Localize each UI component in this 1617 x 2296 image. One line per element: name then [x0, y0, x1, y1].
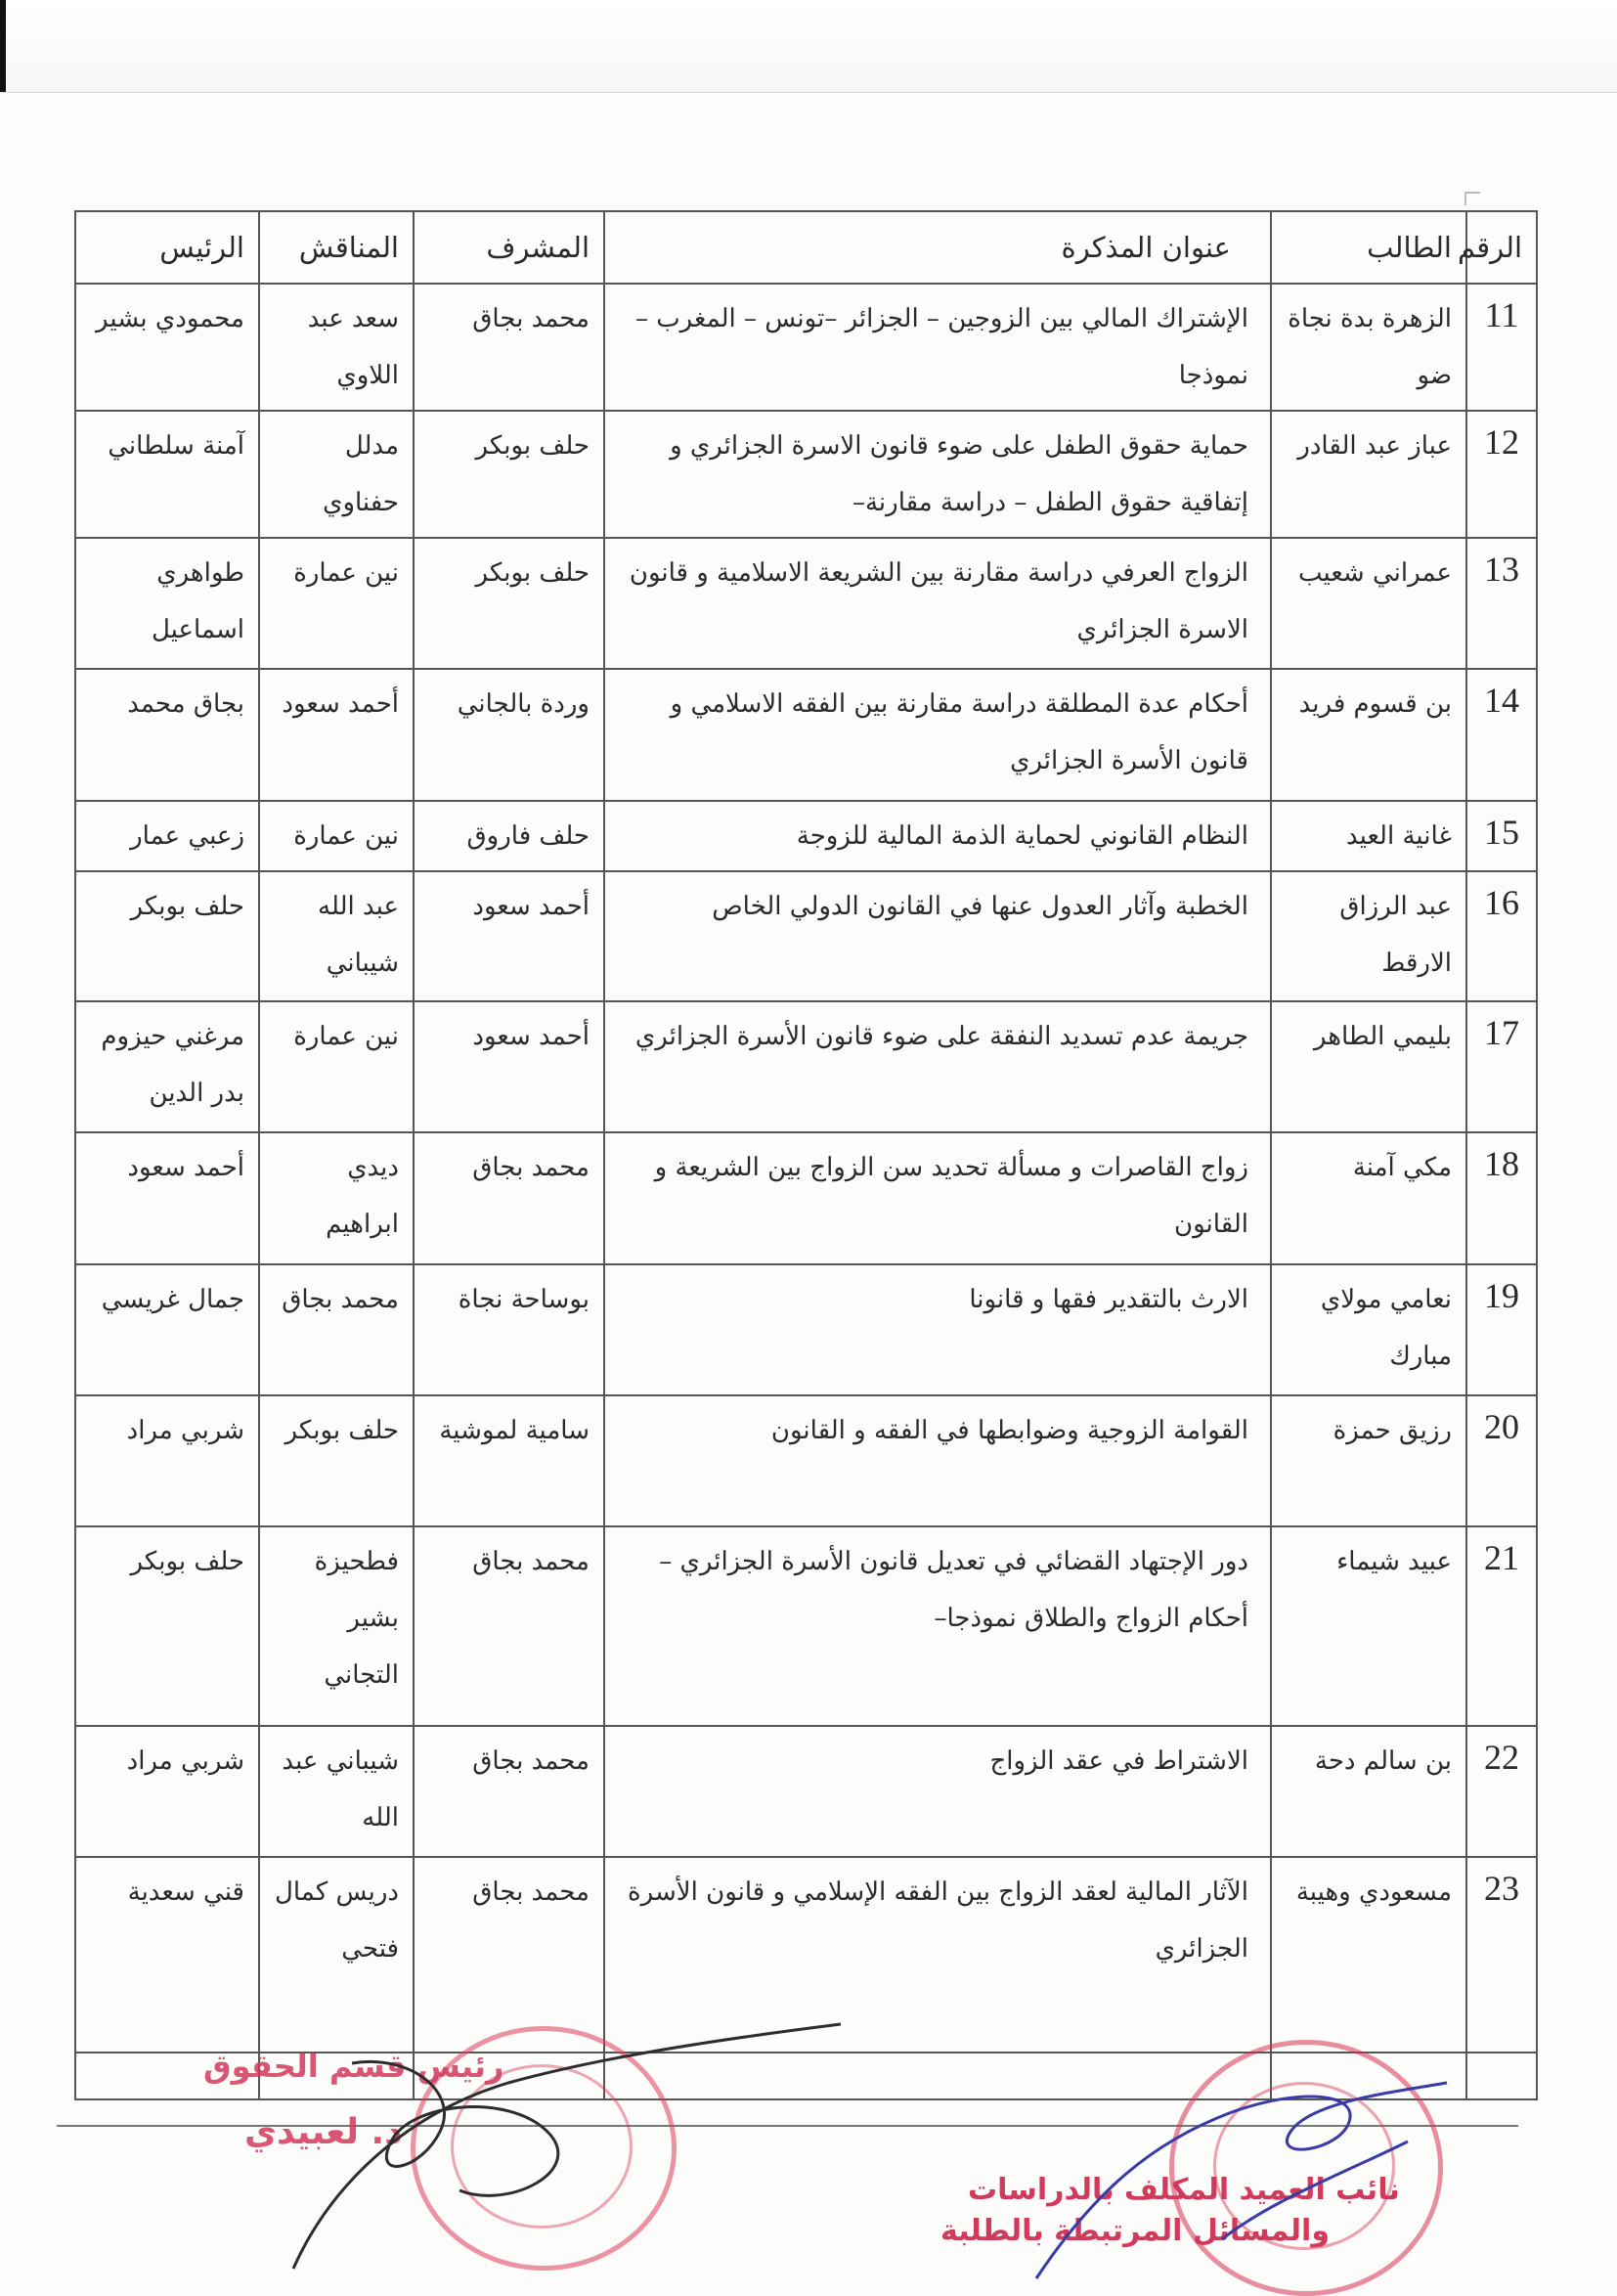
row-supervisor: محمد بجاق — [414, 1132, 604, 1264]
row-president: بجاق محمد — [75, 669, 259, 801]
row-number: 22 — [1466, 1726, 1537, 1857]
table-header-row — [75, 211, 1537, 284]
table-row — [75, 1526, 1537, 1726]
row-discussant: أحمد سعود — [259, 669, 414, 801]
row-president: آمنة سلطاني — [75, 411, 259, 538]
table-row — [75, 538, 1537, 669]
signature-left — [293, 2024, 841, 2269]
row-student: رزيق حمزة — [1271, 1395, 1466, 1526]
row-discussant: نين عمارة — [259, 538, 414, 669]
row-president: حلف بوبكر — [75, 1526, 259, 1726]
row-number: 14 — [1466, 669, 1537, 801]
row-number: 12 — [1466, 411, 1537, 538]
row-number: 18 — [1466, 1132, 1537, 1264]
row-student: مكي آمنة — [1271, 1132, 1466, 1264]
header-number: الرقم — [1466, 211, 1537, 284]
thesis-defense-table — [74, 210, 1538, 2100]
row-discussant: ديدي ابراهيم — [259, 1132, 414, 1264]
row-student: عباز عبد القادر — [1271, 411, 1466, 538]
header-title: عنوان المذكرة — [604, 211, 1271, 284]
header-student: الطالب — [1271, 211, 1466, 284]
row-supervisor: محمد بجاق — [414, 1526, 604, 1726]
row-student: بليمي الطاهر — [1271, 1001, 1466, 1132]
row-president: شربي مراد — [75, 1395, 259, 1526]
row-title: الارث بالتقدير فقها و قانونا — [604, 1264, 1271, 1395]
row-discussant: دريس كمال فتحي — [259, 1857, 414, 2053]
table-row — [75, 1264, 1537, 1395]
row-discussant: حلف بوبكر — [259, 1395, 414, 1526]
row-title: الزواج العرفي دراسة مقارنة بين الشريعة الاسلامية و قانون الاسرة الجزائري — [604, 538, 1271, 669]
row-title: أحكام عدة المطلقة دراسة مقارنة بين الفقه الاسلامي و قانون الأسرة الجزائري — [604, 669, 1271, 801]
row-title: الاشتراط في عقد الزواج — [604, 1726, 1271, 1857]
signature-right — [1036, 2083, 1447, 2278]
scan-left-edge — [0, 0, 6, 92]
row-discussant: محمد بجاق — [259, 1264, 414, 1395]
row-supervisor: محمد بجاق — [414, 284, 604, 411]
signature-strokes — [0, 1946, 1617, 2286]
table-row — [75, 411, 1537, 538]
table-row — [75, 801, 1537, 871]
row-supervisor: أحمد سعود — [414, 1001, 604, 1132]
row-student: بن سالم دحة — [1271, 1726, 1466, 1857]
row-number: 15 — [1466, 801, 1537, 871]
row-supervisor: وردة بالجاني — [414, 669, 604, 801]
row-title: حماية حقوق الطفل على ضوء قانون الاسرة الجزائري و إتفاقية حقوق الطفل – دراسة مقارنة– — [604, 411, 1271, 538]
vice-dean-title-line1: نائب العميد المكلف بالدراسات — [968, 2173, 1400, 2207]
row-supervisor: محمد بجاق — [414, 1857, 604, 2053]
row-title: الخطبة وآثار العدول عنها في القانون الدولي الخاص — [604, 871, 1271, 1001]
row-discussant: نين عمارة — [259, 801, 414, 871]
table-row — [75, 669, 1537, 801]
row-president: زعبي عمار — [75, 801, 259, 871]
table-row — [75, 1132, 1537, 1264]
row-president: حلف بوبكر — [75, 871, 259, 1001]
row-number: 21 — [1466, 1526, 1537, 1726]
row-student: عبيد شيماء — [1271, 1526, 1466, 1726]
row-number: 19 — [1466, 1264, 1537, 1395]
table-row — [75, 871, 1537, 1001]
row-title: الآثار المالية لعقد الزواج بين الفقه الإسلامي و قانون الأسرة الجزائري — [604, 1857, 1271, 2053]
row-president: شربي مراد — [75, 1726, 259, 1857]
scan-top-edge — [0, 0, 1617, 93]
row-supervisor: سامية لموشية — [414, 1395, 604, 1526]
row-student: نعامي مولاي مبارك — [1271, 1264, 1466, 1395]
row-student: عمراني شعيب — [1271, 538, 1466, 669]
row-discussant: فطحيزة بشير التجاني — [259, 1526, 414, 1726]
row-number: 11 — [1466, 284, 1537, 411]
row-student: الزهرة بدة نجاة ضو — [1271, 284, 1466, 411]
table-row — [75, 284, 1537, 411]
row-student: بن قسوم فريد — [1271, 669, 1466, 801]
department-head-name: د. لعبيدي — [244, 2112, 403, 2152]
row-supervisor: بوساحة نجاة — [414, 1264, 604, 1395]
row-title: الإشتراك المالي بين الزوجين – الجزائر –تونس – المغرب – نموذجا — [604, 284, 1271, 411]
row-student: مسعودي وهيبة — [1271, 1857, 1466, 2053]
header-supervisor: المشرف — [414, 211, 604, 284]
row-number: 23 — [1466, 1857, 1537, 2053]
row-discussant: شيباني عبد الله — [259, 1726, 414, 1857]
row-number: 16 — [1466, 871, 1537, 1001]
row-president: محمودي بشير — [75, 284, 259, 411]
table-row — [75, 1726, 1537, 1857]
row-discussant: عبد الله شيباني — [259, 871, 414, 1001]
header-discussant: المناقش — [259, 211, 414, 284]
row-president: مرغني حيزوم بدر الدين — [75, 1001, 259, 1132]
row-title: زواج القاصرات و مسألة تحديد سن الزواج بين الشريعة و القانون — [604, 1132, 1271, 1264]
row-supervisor: أحمد سعود — [414, 871, 604, 1001]
vice-dean-title-line2: والمسائل المرتبطة بالطلبة — [940, 2214, 1330, 2248]
row-student: عبد الرزاق الارقط — [1271, 871, 1466, 1001]
row-title: دور الإجتهاد القضائي في تعديل قانون الأسرة الجزائري –أحكام الزواج والطلاق نموذجا– — [604, 1526, 1271, 1726]
row-supervisor: محمد بجاق — [414, 1726, 604, 1857]
row-supervisor: حلف بوبكر — [414, 411, 604, 538]
table-row — [75, 1001, 1537, 1132]
row-title: جريمة عدم تسديد النفقة على ضوء قانون الأسرة الجزائري — [604, 1001, 1271, 1132]
row-discussant: نين عمارة — [259, 1001, 414, 1132]
table-row — [75, 1395, 1537, 1526]
row-president: قني سعدية — [75, 1857, 259, 2053]
department-head-title: رئيس قسم الحقوق — [203, 2048, 504, 2085]
corner-mark — [1464, 192, 1480, 205]
row-president: أحمد سعود — [75, 1132, 259, 1264]
row-discussant: مدلل حفناوي — [259, 411, 414, 538]
header-president: الرئيس — [75, 211, 259, 284]
row-title: النظام القانوني لحماية الذمة المالية للزوجة — [604, 801, 1271, 871]
row-supervisor: حلف بوبكر — [414, 538, 604, 669]
row-president: جمال غريسي — [75, 1264, 259, 1395]
row-number: 20 — [1466, 1395, 1537, 1526]
row-number: 13 — [1466, 538, 1537, 669]
row-president: طواهري اسماعيل — [75, 538, 259, 669]
row-discussant: سعد عبد اللاوي — [259, 284, 414, 411]
row-supervisor: حلف فاروق — [414, 801, 604, 871]
row-title: القوامة الزوجية وضوابطها في الفقه و القانون — [604, 1395, 1271, 1526]
row-student: غانية العيد — [1271, 801, 1466, 871]
row-number: 17 — [1466, 1001, 1537, 1132]
